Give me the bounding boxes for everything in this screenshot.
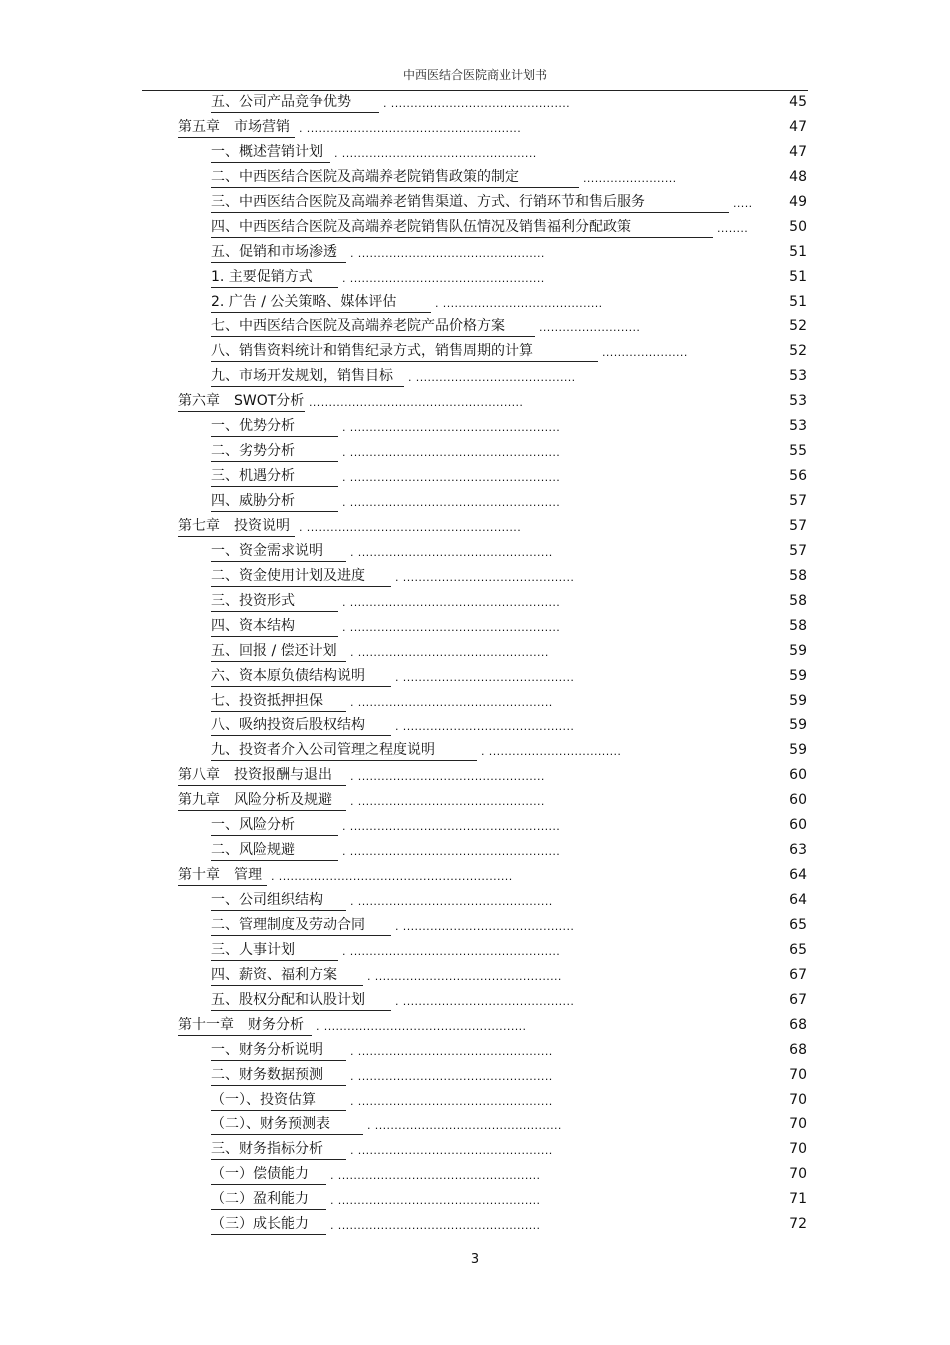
toc-leader-dots: . ............................................ bbox=[395, 570, 575, 584]
toc-entry-title[interactable]: 三、中西医结合医院及高端养老销售渠道、方式、行销环节和售后服务 bbox=[211, 193, 729, 213]
toc-entry[interactable] bbox=[0, 291, 950, 316]
toc-leader-dots: . ............................................ bbox=[395, 670, 575, 684]
toc-entry[interactable] bbox=[0, 739, 950, 764]
toc-leader-dots: . ...................................................... bbox=[342, 845, 561, 859]
toc-leader-dots: . ............................................ bbox=[395, 919, 575, 933]
toc-page-number[interactable]: 70 bbox=[789, 1116, 807, 1133]
toc-page-number[interactable]: 58 bbox=[789, 617, 807, 634]
toc-entry[interactable] bbox=[0, 1039, 950, 1064]
toc-entry-title[interactable]: 第八章 投资报酬与退出 bbox=[178, 766, 346, 786]
toc-entry[interactable] bbox=[0, 640, 950, 665]
toc-entry-title[interactable]: 一、公司组织结构 bbox=[211, 891, 346, 911]
toc-leader-dots: . .................................................. bbox=[342, 271, 545, 285]
toc-entry[interactable] bbox=[0, 440, 950, 465]
toc-entry[interactable] bbox=[0, 939, 950, 964]
toc-leader-dots: ........................ bbox=[583, 171, 677, 185]
toc-entry-title[interactable]: 四、资本结构 bbox=[211, 617, 338, 637]
toc-leader-dots: ........ bbox=[717, 221, 749, 235]
toc-entry-title[interactable]: 第十一章 财务分析 bbox=[178, 1016, 312, 1036]
toc-page-number[interactable]: 60 bbox=[789, 817, 807, 834]
toc-page-number[interactable]: 57 bbox=[789, 493, 807, 509]
toc-entry[interactable] bbox=[0, 864, 950, 889]
toc-page-number[interactable]: 70 bbox=[789, 1066, 807, 1083]
toc-leader-dots: . .................................................. bbox=[334, 146, 537, 160]
toc-entry[interactable] bbox=[0, 1163, 950, 1188]
toc-entry[interactable] bbox=[0, 415, 950, 440]
toc-leader-dots: . ...................................................... bbox=[342, 620, 561, 634]
toc-page-number[interactable]: 72 bbox=[789, 1216, 807, 1233]
toc-leader-dots: . ...................................................... bbox=[342, 820, 561, 834]
toc-entry-title[interactable]: （三）成长能力 bbox=[211, 1215, 326, 1235]
toc-page-number[interactable]: 53 bbox=[789, 368, 807, 385]
toc-entry[interactable] bbox=[0, 1188, 950, 1213]
toc-entry[interactable] bbox=[0, 914, 950, 939]
toc-entry[interactable] bbox=[0, 91, 950, 116]
toc-leader-dots: . .................................................. bbox=[350, 695, 553, 709]
toc-entry[interactable] bbox=[0, 191, 950, 216]
toc-page-number[interactable]: 59 bbox=[789, 642, 807, 659]
toc-entry-title[interactable]: 五、股权分配和认股计划 bbox=[211, 991, 391, 1011]
toc-entry-title[interactable]: （一）、投资估算 bbox=[211, 1091, 346, 1111]
toc-entry-title[interactable]: 三、财务指标分析 bbox=[211, 1140, 346, 1160]
toc-leader-dots: . ................................................ bbox=[350, 795, 545, 809]
toc-entry[interactable] bbox=[0, 166, 950, 191]
toc-page-number[interactable]: 55 bbox=[789, 443, 807, 460]
toc-entry-title[interactable]: 六、资本原负债结构说明 bbox=[211, 667, 391, 687]
toc-entry-title[interactable]: 1. 主要促销方式 bbox=[211, 268, 338, 288]
toc-leader-dots: . .................................................. bbox=[350, 1094, 553, 1108]
toc-entry[interactable] bbox=[0, 540, 950, 565]
toc-entry[interactable] bbox=[0, 340, 950, 365]
toc-entry-title[interactable]: （一）偿债能力 bbox=[211, 1165, 326, 1185]
toc-entry-title[interactable]: 二、劣势分析 bbox=[211, 442, 338, 462]
toc-entry[interactable] bbox=[0, 590, 950, 615]
toc-entry[interactable] bbox=[0, 141, 950, 166]
toc-page-number[interactable]: 68 bbox=[789, 1041, 807, 1058]
toc-entry-title[interactable]: 2. 广告 / 公关策略、媒体评估 bbox=[211, 293, 431, 313]
toc-entry-title[interactable]: 五、回报 / 偿还计划 bbox=[211, 642, 346, 662]
toc-entry-title[interactable]: 第五章 市场营销 bbox=[178, 118, 295, 138]
toc-entry[interactable] bbox=[0, 216, 950, 241]
toc-leader-dots: . .................................................. bbox=[350, 895, 553, 908]
toc-page-number[interactable]: 60 bbox=[789, 767, 807, 784]
toc-leader-dots: . .................................. bbox=[481, 745, 622, 759]
toc-entry-title[interactable]: 七、投资抵押担保 bbox=[211, 692, 346, 712]
toc-entry[interactable] bbox=[0, 266, 950, 291]
toc-entry-title[interactable]: 八、吸纳投资后股权结构 bbox=[211, 716, 391, 736]
toc-entry-title[interactable]: 九、投资者介入公司管理之程度说明 bbox=[211, 741, 477, 761]
toc-entry-title[interactable]: 五、促销和市场渗透 bbox=[211, 243, 346, 263]
toc-leader-dots: . .................................................. bbox=[350, 1069, 553, 1083]
toc-entry[interactable] bbox=[0, 1014, 950, 1039]
toc-page-number[interactable]: 58 bbox=[789, 592, 807, 609]
toc-entry-title[interactable]: 九、市场开发规划，销售目标 bbox=[211, 367, 404, 387]
toc-entry[interactable] bbox=[0, 839, 950, 864]
toc-page-number[interactable]: 53 bbox=[789, 393, 807, 410]
toc-page-number[interactable]: 65 bbox=[789, 916, 807, 933]
toc-page-number[interactable]: 60 bbox=[789, 792, 807, 809]
toc-page-number[interactable]: 71 bbox=[789, 1191, 807, 1208]
toc-leader-dots: . ................................................ bbox=[350, 770, 545, 784]
toc-entry[interactable] bbox=[0, 116, 950, 141]
toc-entry[interactable] bbox=[0, 315, 950, 340]
toc-entry-title[interactable]: 五、公司产品竞争优势 bbox=[211, 93, 379, 113]
toc-page-number[interactable]: 52 bbox=[789, 343, 807, 360]
toc-page-number[interactable]: 68 bbox=[789, 1016, 807, 1033]
toc-entry-title[interactable]: 三、机遇分析 bbox=[211, 467, 338, 487]
toc-entry-title[interactable]: 四、中西医结合医院及高端养老院销售队伍情况及销售福利分配政策 bbox=[211, 218, 713, 238]
table-of-contents bbox=[0, 91, 950, 1238]
toc-entry[interactable] bbox=[0, 565, 950, 590]
toc-page-number[interactable]: 52 bbox=[789, 318, 807, 335]
toc-entry-title[interactable]: 一、风险分析 bbox=[211, 816, 338, 836]
toc-leader-dots: . ............................................ bbox=[395, 994, 575, 1008]
toc-page-number[interactable]: 65 bbox=[789, 941, 807, 958]
toc-page-number[interactable]: 67 bbox=[789, 991, 807, 1008]
toc-leader-dots: ...................... bbox=[602, 346, 688, 360]
toc-leader-dots: . ....................................................... bbox=[299, 121, 522, 135]
toc-entry[interactable] bbox=[0, 690, 950, 715]
toc-page-number[interactable]: 57 bbox=[789, 542, 807, 559]
toc-page-number[interactable]: 50 bbox=[789, 218, 807, 235]
page-header-title: 中西医结合医院商业计划书 bbox=[402, 68, 547, 82]
toc-entry-title[interactable]: 第十章 管理 bbox=[178, 866, 267, 886]
toc-page-number[interactable]: 51 bbox=[789, 268, 807, 285]
toc-entry[interactable] bbox=[0, 989, 950, 1014]
toc-entry[interactable] bbox=[0, 889, 950, 914]
toc-entry[interactable] bbox=[0, 241, 950, 266]
toc-page-number[interactable]: 64 bbox=[789, 892, 807, 908]
toc-leader-dots: . ................................................. bbox=[350, 645, 549, 659]
toc-page-number[interactable]: 64 bbox=[789, 867, 807, 884]
toc-leader-dots: . .................................................... bbox=[330, 1169, 541, 1183]
toc-leader-dots: . ......................................... bbox=[435, 296, 603, 310]
toc-leader-dots: . .................................................. bbox=[350, 545, 553, 559]
toc-entry-title[interactable]: 二、中西医结合医院及高端养老院销售政策的制定 bbox=[211, 168, 579, 188]
toc-entry-title[interactable]: （二）盈利能力 bbox=[211, 1190, 326, 1210]
toc-entry[interactable] bbox=[0, 964, 950, 989]
toc-leader-dots: . ...................................................... bbox=[342, 421, 561, 435]
toc-page-number[interactable]: 67 bbox=[789, 966, 807, 983]
toc-entry-title[interactable]: 一、概述营销计划 bbox=[211, 143, 330, 163]
toc-leader-dots: . ................................................ bbox=[367, 1119, 562, 1133]
toc-entry-title[interactable]: 第九章 风险分析及规避 bbox=[178, 791, 346, 811]
toc-entry-title[interactable]: 三、投资形式 bbox=[211, 592, 338, 612]
toc-page-number[interactable]: 51 bbox=[789, 293, 807, 310]
toc-entry-title[interactable]: 三、人事计划 bbox=[211, 941, 338, 961]
toc-leader-dots: ..... bbox=[733, 196, 753, 210]
toc-leader-dots: .......................... bbox=[539, 321, 641, 335]
toc-leader-dots: . .................................................... bbox=[330, 1219, 541, 1233]
toc-page-number[interactable]: 56 bbox=[789, 468, 807, 485]
toc-entry[interactable] bbox=[0, 714, 950, 739]
toc-entry[interactable] bbox=[0, 615, 950, 640]
toc-leader-dots: . .............................................. bbox=[383, 97, 571, 110]
toc-entry-title[interactable]: 二、风险规避 bbox=[211, 841, 338, 861]
toc-entry-title[interactable]: 第六章 SWOT分析 bbox=[178, 392, 305, 412]
toc-entry[interactable] bbox=[0, 390, 950, 415]
toc-entry[interactable] bbox=[0, 490, 950, 515]
toc-leader-dots: . ................................................ bbox=[367, 969, 562, 983]
toc-page-number[interactable]: 59 bbox=[789, 717, 807, 734]
toc-leader-dots: . ...................................................... bbox=[342, 471, 561, 485]
toc-entry[interactable] bbox=[0, 1213, 950, 1238]
toc-page-number[interactable]: 47 bbox=[789, 143, 807, 160]
toc-leader-dots: . ............................................ bbox=[395, 720, 575, 734]
toc-page-number[interactable]: 70 bbox=[789, 1091, 807, 1108]
toc-leader-dots: . .................................................... bbox=[330, 1194, 541, 1208]
toc-leader-dots: . .................................................... bbox=[316, 1019, 527, 1033]
toc-page-number[interactable]: 48 bbox=[789, 168, 807, 185]
toc-entry-title[interactable]: 二、财务数据预测 bbox=[211, 1066, 346, 1086]
toc-entry[interactable] bbox=[0, 1064, 950, 1089]
toc-entry-title[interactable]: 二、管理制度及劳动合同 bbox=[211, 916, 391, 936]
toc-entry-title[interactable]: 四、薪资、福利方案 bbox=[211, 966, 363, 986]
toc-page-number[interactable]: 49 bbox=[789, 193, 807, 210]
toc-entry-title[interactable]: 一、资金需求说明 bbox=[211, 542, 346, 562]
toc-page-number[interactable]: 63 bbox=[789, 842, 807, 859]
toc-entry[interactable] bbox=[0, 764, 950, 789]
toc-page-number[interactable]: 51 bbox=[789, 243, 807, 260]
toc-leader-dots: . ....................................................... bbox=[299, 520, 522, 534]
toc-leader-dots: . ...................................................... bbox=[342, 595, 561, 609]
toc-page-number[interactable]: 59 bbox=[789, 667, 807, 684]
toc-leader-dots: . ................................................ bbox=[350, 246, 545, 260]
toc-leader-dots: . ...................................................... bbox=[342, 446, 561, 460]
toc-leader-dots: . ......................................... bbox=[408, 371, 576, 385]
toc-entry-title[interactable]: 第七章 投资说明 bbox=[178, 517, 295, 537]
toc-entry[interactable] bbox=[0, 515, 950, 540]
toc-leader-dots: . .................................................. bbox=[350, 1144, 553, 1158]
toc-page-number[interactable]: 70 bbox=[789, 1166, 807, 1183]
toc-entry[interactable] bbox=[0, 789, 950, 814]
page-number: 3 bbox=[470, 1252, 480, 1267]
toc-entry[interactable] bbox=[0, 814, 950, 839]
toc-leader-dots: . ...................................................... bbox=[342, 944, 561, 958]
toc-entry[interactable] bbox=[0, 365, 950, 390]
toc-page-number[interactable]: 70 bbox=[789, 1141, 807, 1158]
toc-page-number[interactable]: 53 bbox=[789, 418, 807, 435]
toc-entry-title[interactable]: 二、资金使用计划及进度 bbox=[211, 567, 391, 587]
toc-entry[interactable] bbox=[0, 1089, 950, 1114]
toc-page-number[interactable]: 45 bbox=[789, 94, 807, 110]
toc-entry[interactable] bbox=[0, 1113, 950, 1138]
toc-page-number[interactable]: 47 bbox=[789, 118, 807, 135]
toc-entry-title[interactable]: 七、中西医结合医院及高端养老院产品价格方案 bbox=[211, 317, 535, 337]
toc-leader-dots: . ............................................................ bbox=[271, 870, 513, 884]
toc-entry-title[interactable]: 四、威胁分析 bbox=[211, 492, 338, 512]
toc-entry-title[interactable]: （二）、财务预测表 bbox=[211, 1115, 363, 1135]
toc-page-number[interactable]: 57 bbox=[789, 517, 807, 534]
toc-entry[interactable] bbox=[0, 465, 950, 490]
toc-page-number[interactable]: 59 bbox=[789, 742, 807, 759]
toc-leader-dots: . ...................................................... bbox=[342, 496, 561, 509]
toc-page-number[interactable]: 59 bbox=[789, 692, 807, 709]
toc-leader-dots: ....................................................... bbox=[309, 396, 524, 410]
toc-entry[interactable] bbox=[0, 1138, 950, 1163]
toc-entry-title[interactable]: 八、销售资料统计和销售纪录方式，销售周期的计算 bbox=[211, 342, 598, 362]
toc-entry-title[interactable]: 一、优势分析 bbox=[211, 417, 338, 437]
toc-entry[interactable] bbox=[0, 665, 950, 690]
toc-entry-title[interactable]: 一、财务分析说明 bbox=[211, 1041, 346, 1061]
toc-page-number[interactable]: 58 bbox=[789, 567, 807, 584]
toc-leader-dots: . .................................................. bbox=[350, 1044, 553, 1058]
